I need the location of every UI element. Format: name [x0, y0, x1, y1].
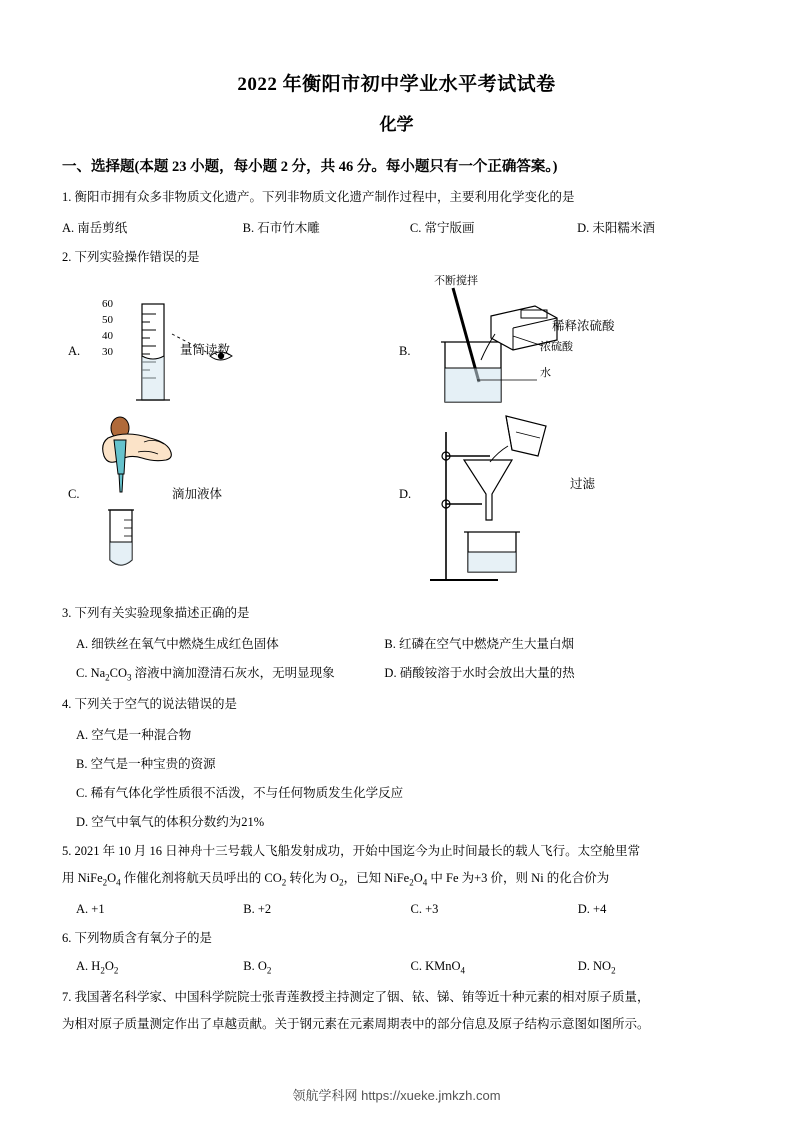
stir-label: 不断搅拌 — [434, 274, 478, 287]
figure-a-letter: A. — [68, 343, 81, 358]
question-1-options — [62, 218, 731, 236]
question-2-stem: 2. 下列实验操作错误的是 — [62, 250, 200, 265]
option-a[interactable]: A. +1 — [76, 901, 105, 916]
question-7-stem-line2: 为相对原子质量测定作出了卓越贡献。关于钢元素在元素周期表中的部分信息及原子结构示意图如图所示。 — [62, 1017, 650, 1032]
question-5-options — [62, 902, 731, 917]
subject-title: 化学 — [379, 115, 414, 134]
question-5-stem-line2: 用 $NiFe_2O_4$ 作催化剂将航天员呼出的 $CO_2$ 转化为 $O_2$，已知 $NiFe_2O_4$ 中 Fe 为+3 价，则 Ni 的化合价为 — [62, 871, 610, 888]
question-4-option-b[interactable]: B. 空气是一种宝贵的资源 — [76, 757, 216, 771]
question-2-figures — [62, 272, 731, 592]
option-a[interactable]: A. 南岳剪纸 — [62, 221, 128, 236]
option-c[interactable]: C. +3 — [410, 901, 439, 916]
footer-brand: 领航学科网 — [292, 1088, 358, 1103]
option-d[interactable]: D. 未阳糯米酒 — [577, 221, 655, 236]
scale-30: 30 — [102, 345, 113, 358]
option-d[interactable]: D. +4 — [577, 901, 607, 916]
question-4-option-d[interactable]: D. 空气中氧气的体积分数约为21% — [76, 815, 265, 829]
option-c[interactable]: C. 常宁版画 — [409, 221, 475, 236]
question-4-stem: 4. 下列关于空气的说法错误的是 — [62, 696, 238, 711]
scale-40: 40 — [102, 329, 113, 342]
option-b[interactable]: B. 红磷在空气中燃烧产生大量白烟 — [384, 637, 575, 652]
question-3-options-row1 — [62, 634, 731, 652]
figure-b-letter: B. — [399, 343, 411, 358]
figure-d-caption: 过滤 — [570, 476, 596, 491]
section-heading: 一、选择题(本题 23 小题，每小题 2 分，共 46 分。每小题只有一个正确答案。) — [62, 159, 558, 175]
question-3-stem: 3. 下列有关实验现象描述正确的是 — [62, 605, 250, 620]
option-c[interactable]: C. KMnO$_4$ — [410, 959, 466, 976]
question-6-stem: 6. 下列物质含有氧分子的是 — [62, 930, 213, 945]
page-title: 2022 年衡阳市初中学业水平考试试卷 — [237, 74, 556, 95]
figure-a-caption: 量筒读数 — [180, 342, 231, 357]
question-7-stem-line1: 7. 我国著名科学家、中国科学院院士张青莲教授主持测定了铟、铱、锑、铕等近十种元素的相对原子质量， — [62, 989, 650, 1004]
option-b[interactable]: B. 石市竹木雕 — [242, 221, 320, 236]
question-3-options-row2 — [62, 663, 731, 683]
filtration-apparatus-icon — [420, 412, 570, 587]
option-b[interactable]: B. $O_2$ — [243, 959, 272, 976]
option-b[interactable]: B. +2 — [243, 901, 272, 916]
water-label: 水 — [540, 366, 551, 379]
option-c[interactable]: C. $Na_2CO_3$ 溶液中滴加澄清石灰水，无明显现象 — [76, 666, 335, 683]
option-d[interactable]: D. 硝酸铵溶于水时会放出大量的热 — [384, 666, 575, 681]
figure-c-letter: C. — [68, 486, 80, 501]
question-4-option-c[interactable]: C. 稀有气体化学性质很不活泼，不与任何物质发生化学反应 — [76, 786, 404, 800]
option-a[interactable]: A. 细铁丝在氧气中燃烧生成红色固体 — [76, 637, 279, 652]
question-6-options — [62, 959, 731, 976]
figure-d-letter: D. — [399, 486, 412, 501]
question-4-option-a[interactable]: A. 空气是一种混合物 — [76, 728, 192, 742]
scale-60: 60 — [102, 297, 113, 310]
footer — [0, 1085, 793, 1104]
footer-url[interactable]: https://xueke.jmkzh.com — [361, 1088, 501, 1103]
figure-b-caption: 稀释浓硫酸 — [552, 318, 615, 333]
option-d[interactable]: D. $NO_2$ — [577, 959, 616, 976]
concentrated-acid-label: 浓硫酸 — [540, 340, 573, 353]
option-a[interactable]: A. $H_2O_2$ — [76, 959, 119, 976]
question-5-stem-line1: 5. 2021 年 10 月 16 日神舟十三号载人飞船发射成功，开始中国迄今为止时间最长的载人飞行。太空舱里常 — [62, 844, 641, 858]
scale-50: 50 — [102, 313, 113, 326]
figure-c-caption: 滴加液体 — [172, 486, 223, 501]
question-1-stem: 1. 衡阳市拥有众多非物质文化遗产。下列非物质文化遗产制作过程中，主要利用化学变化的是 — [62, 190, 575, 204]
